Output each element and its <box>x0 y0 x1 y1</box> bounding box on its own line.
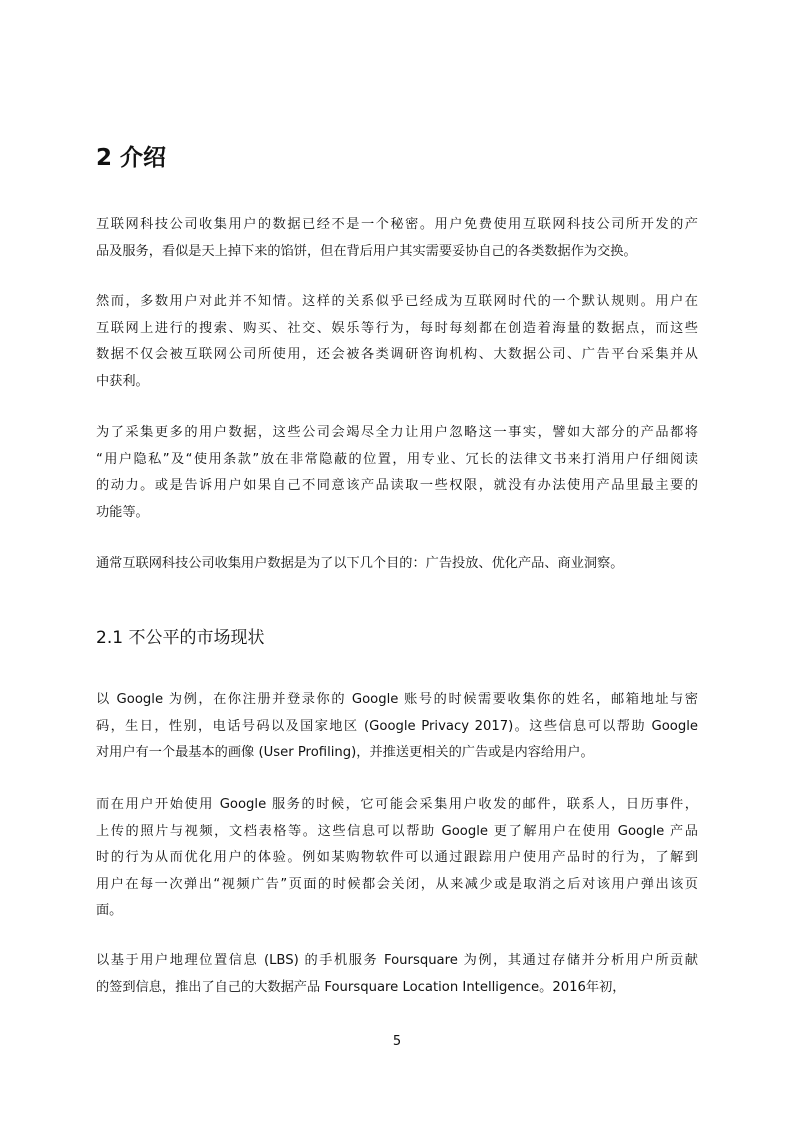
paragraph <box>96 289 698 395</box>
paragraph-line: 通常互联网科技公司收集用户数据是为了以下几个目的：广告投放、优化产品、商业洞察。 <box>96 556 624 571</box>
paragraph-line: 以基于用户地理位置信息 (LBS) 的手机服务 Foursquare 为例，其通过存储并分析用户所贡献 <box>96 953 698 968</box>
paragraph-line: 中获利。 <box>96 373 149 389</box>
paragraph-line: 用户在每一次弹出“视频广告”页面的时候都会关闭，从来减少或是取消之后对该用户弹出该页 <box>96 876 698 892</box>
subsection-heading: 2.1 不公平的市场现状 <box>96 628 265 648</box>
page-number: 5 <box>392 1034 402 1049</box>
paragraph-line: 时的行为从而优化用户的体验。例如某购物软件可以通过跟踪用户使用产品时的行为，了解到 <box>96 850 698 865</box>
paragraph-line: 的动力。或是告诉用户如果自己不同意该产品读取一些权限，就没有办法使用产品里最主要的 <box>96 478 698 493</box>
paragraph-line: 为了采集更多的用户数据，这些公司会竭尽全力让用户忽略这一事实，譬如大部分的产品都将 <box>96 425 698 440</box>
paragraph <box>96 420 698 526</box>
paragraph <box>96 687 698 767</box>
paragraph-line: 对用户有一个最基本的画像 (User Profiling)，并推送更相关的广告或是内容给用户。 <box>96 745 594 760</box>
paragraph-line: 互联网科技公司收集用户的数据已经不是一个秘密。用户免费使用互联网科技公司所开发的产 <box>96 217 698 232</box>
paragraph-line: 的签到信息，推出了自己的大数据产品 Foursquare Location Intelligence。2016年初， <box>96 979 626 995</box>
paragraph-line: 而在用户开始使用 Google 服务的时候，它可能会采集用户收发的邮件，联系人，日历事件， <box>96 797 698 812</box>
paragraph-line: 码，生日，性别，电话号码以及国家地区 (Google Privacy 2017)。这些信息可以帮助 Google <box>96 718 698 734</box>
paragraph-line: 品及服务，看似是天上掉下来的馅饼，但在背后用户其实需要妥协自己的各类数据作为交换。 <box>96 243 637 259</box>
paragraph-line: “用户隐私”及“使用条款”放在非常隐蔽的位置，用专业、冗长的法律文书来打消用户仔细阅读 <box>96 451 698 467</box>
paragraph-line: 数据不仅会被互联网公司所使用，还会被各类调研咨询机构、大数据公司、广告平台采集并从 <box>96 347 698 362</box>
paragraph <box>96 792 698 925</box>
paragraph-line: 互联网上进行的搜索、购买、社交、娱乐等行为，每时每刻都在创造着海量的数据点，而这些 <box>96 320 698 336</box>
section-heading: 2 介绍 <box>96 145 167 171</box>
paragraph <box>96 551 698 578</box>
paragraph-line: 以 Google 为例，在你注册并登录你的 Google 账号的时候需要收集你的姓名，邮箱地址与密 <box>96 692 698 707</box>
paragraph <box>96 948 698 1001</box>
paragraph-line: 然而，多数用户对此并不知情。这样的关系似乎已经成为互联网时代的一个默认规则。用户在 <box>96 294 698 309</box>
paragraph-line: 上传的照片与视频，文档表格等。这些信息可以帮助 Google 更了解用户在使用 Google 产品 <box>96 823 698 839</box>
paragraph <box>96 212 698 265</box>
paragraph-line: 功能等。 <box>96 504 149 520</box>
paragraph-line: 面。 <box>96 903 123 918</box>
